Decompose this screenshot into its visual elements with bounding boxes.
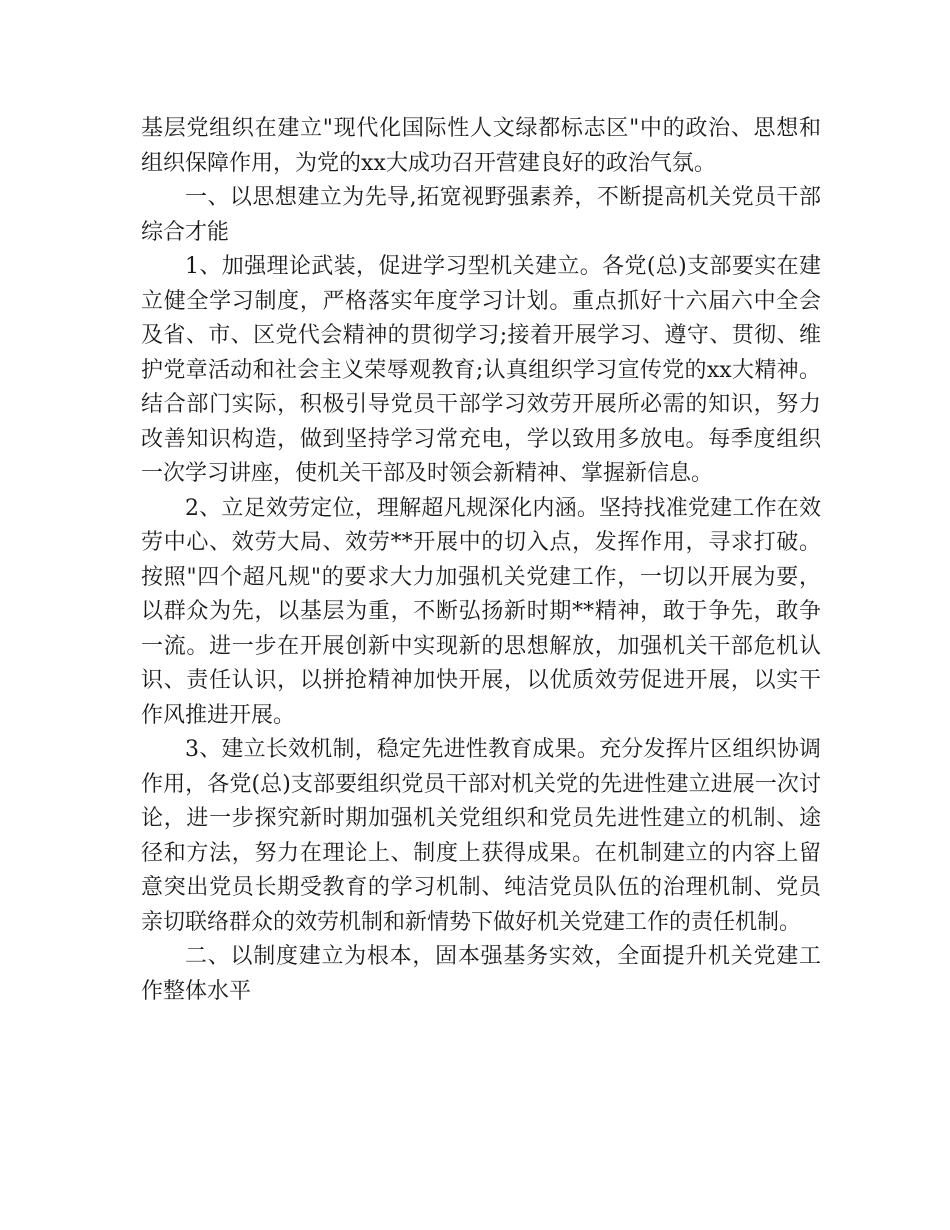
- paragraph-item-2: 2、立足效劳定位，理解超凡规深化内涵。坚持找准党建工作在效劳中心、效劳大局、效劳**开展中的切入点，发挥作用，寻求打破。按照"四个超凡规"的要求大力加强机关党建工作，一切以开展为要，以群众为先，以基层为重，不断弘扬新时期**精神，敢于争先，敢争一流。进一步在开展创新中实现新的思想解放，加强机关干部危机认识、责任认识，以拼抢精神加快开展，以优质效劳促进开展，以实干作风推进开展。: [141, 495, 821, 728]
- document-body: [141, 112, 821, 1009]
- section-heading-2: 二、以制度建立为根本，固本强基务实效，全面提升机关党建工作整体水平: [141, 944, 821, 1004]
- paragraph-intro-continuation: 基层党组织在建立"现代化国际性人文绿都标志区"中的政治、思想和组织保障作用，为党的xx大成功召开营建良好的政治气氛。: [141, 116, 821, 176]
- paragraph-item-3: 3、建立长效机制，稳定先进性教育成果。充分发挥片区组织协调作用，各党(总)支部要组织党员干部对机关党的先进性建立进展一次讨论，进一步探究新时期加强机关党组织和党员先进性建立的机制、途径和方法，努力在理论上、制度上获得成果。在机制建立的内容上留意突出党员长期受教育的学习机制、纯洁党员队伍的治理机制、党员亲切联络群众的效劳机制和新情势下做好机关党建工作的责任机制。: [141, 737, 821, 935]
- paragraph-item-1: 1、加强理论武装，促进学习型机关建立。各党(总)支部要实在建立健全学习制度，严格落实年度学习计划。重点抓好十六届六中全会及省、市、区党代会精神的贯彻学习;接着开展学习、遵守、贯彻、维护党章活动和社会主义荣辱观教育;认真组织学习宣传党的xx大精神。结合部门实际，积极引导党员干部学习效劳开展所必需的知识，努力改善知识构造，做到坚持学习常充电，学以致用多放电。每季度组织一次学习讲座，使机关干部及时领会新精神、掌握新信息。: [141, 254, 821, 486]
- section-heading-1: 一、以思想建立为先导,拓宽视野强素养，不断提高机关党员干部综合才能: [141, 185, 821, 245]
